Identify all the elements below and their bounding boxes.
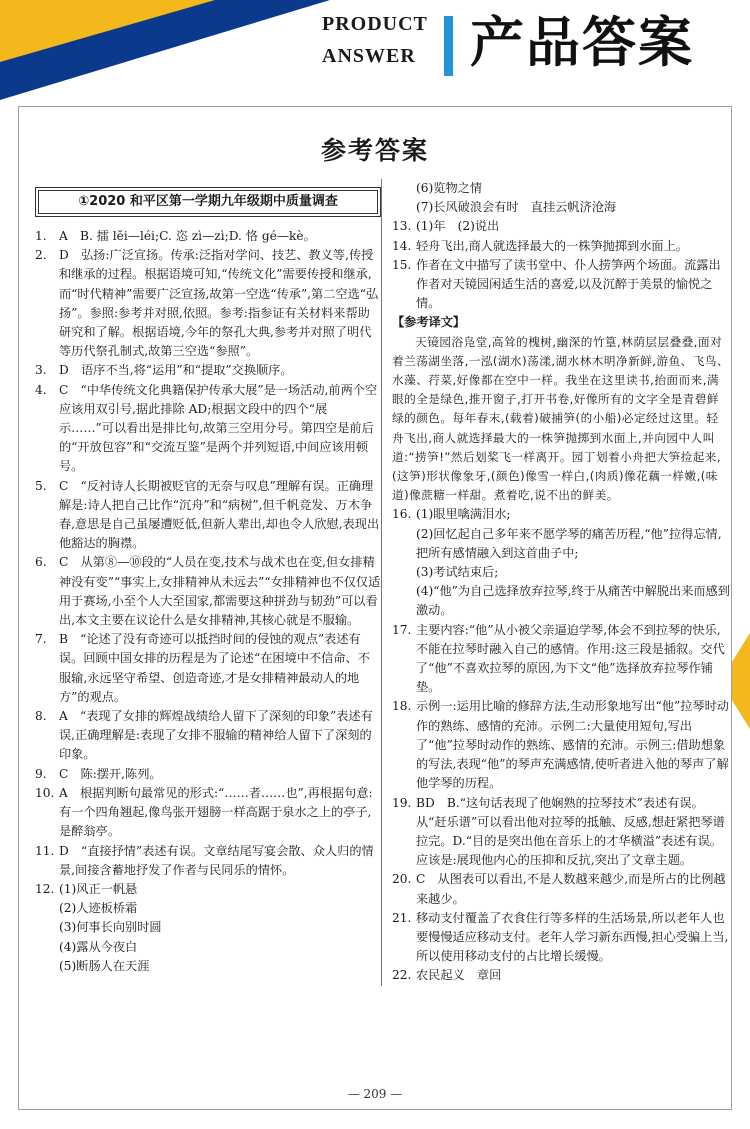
answer-text: 示例一:运用比喻的修辞方法,生动形象地写出“他”拉琴时动作的熟练、感情的充沛。示例二:大量使用短句,写出了“他”拉琴时动作的熟练、感情的充沛。示例三:借助想象的写法,表现“他”的琴声充满感情,使听者进入他的琴声了解他学琴的历程。 [416,699,729,791]
answer-text: 作者在文中描写了读书堂中、仆人捞笋两个场面。流露出作者对天镜园闲适生活的喜爱,以及沉醉于美景的愉悦之情。 [416,257,721,311]
answer-text: C 从图表可以看出,不是人数越来越少,而是所占的比例越来越少。 [416,872,726,906]
sub-answer: (6)览物之情 [416,181,483,195]
answer-text: (1)年 (2)说出 [416,219,500,234]
answer-number: 21. [392,910,412,925]
answer-text: C 陈:摆开,陈列。 [59,766,162,781]
banner-divider-bar [444,16,453,76]
answer-text: D 语序不当,将“运用”和“提取”交换顺序。 [59,363,293,378]
right-top-sub-answers [392,179,730,217]
answer-number: 12. [35,881,55,896]
right-column [381,179,730,986]
answer-number: 8. [35,709,47,724]
answer-number: 17. [392,622,412,637]
answer-item [35,381,381,477]
banner-chinese-title: 产品答案 [470,11,694,74]
answer-item [35,553,381,630]
answer-text: 轻舟飞出,商人就选择最大的一株笋抛掷到水面上。 [416,238,688,253]
answer-item [35,784,381,842]
answer-item [392,966,730,985]
answer-item [392,217,730,236]
answer-number: 18. [392,699,412,714]
answer-item [392,256,730,314]
right-answer-list-b [392,621,730,986]
answer-number: 5. [35,478,47,493]
answer-number: 14. [392,238,412,253]
answer-text: A 根据判断句最常见的形式:“……者……也”,再根据句意:有一个四角翘起,像鸟张开翅膀一样高踞于泉水之上的亭子,是醉翁亭。 [59,785,373,839]
answer-text: (1)风正一帆悬 [59,881,138,896]
sub-answer: (4)“他”为自己选择放弃拉琴,终于从痛苦中解脱出来而感到激动。 [416,584,730,618]
answer-item [392,870,730,908]
answer-number: 10. [35,785,55,800]
answer-number: 2. [35,248,47,263]
translation-label: 【参考译文】 [392,315,466,330]
answer-item [35,630,381,707]
answer-item [35,765,381,784]
sub-answer: (5)断肠人在天涯 [59,958,150,973]
banner-english-label [322,8,428,72]
answer-page [18,106,732,1110]
answer-item [35,880,381,899]
left-answer-list [35,227,381,899]
banner-yellow-shape [0,0,215,62]
answer-text: 农民起义 章回 [416,968,502,983]
answer-item [392,794,730,871]
answer-number: 16. [392,507,412,522]
answer-item [35,842,381,880]
answer-number: 20. [392,872,412,887]
translation-text: 天镜园浴凫堂,高耸的槐树,幽深的竹篁,林荫层层叠叠,面对着兰荡湖坐落,一泓(湖水)荡漾,湖水林木明净新鲜,游鱼、飞鸟、水藻、荇菜,好像都在空中一样。我坐在这里读书,抬面而来,满眼的全是绿色,推开窗子,打开书卷,好像所有的文字全是青碧鲜绿的颜色。每年春末,(载着)破捕笋(的小船)必定经过这里。轻舟飞出,商人就选择最大的一株笋抛掷到水面上,并向园中人叫道:“捞笋!”然后划桨飞一样离开。园丁划着小舟把大笋捡起来,(这笋)形状像象牙,(颜色)像雪一样白,(肉质)像花藕一样嫩,(味道)像蔗糖一样甜。煮着吃,说不出的鲜美。 [392,334,730,503]
q16-sub-answers [392,525,730,621]
page-title: 参考答案 [320,136,429,165]
answer-text: C “反衬诗人长期被贬官的无奈与叹息”理解有误。正确理解是:诗人把自己比作“沉舟”和“病树”,但千帆竞发、万木争春,意思是自己虽屡遭贬低,但新人辈出,却也令人欣慰,表现出他豁达的胸襟。 [59,478,380,551]
answer-number: 13. [392,219,412,234]
left-column [35,187,381,976]
sub-answer: (2)人迹板桥霜 [59,901,138,916]
banner-en-line2: ANSWER [322,45,416,67]
answer-text: D 弘扬:广泛宣扬。传承:泛指对学问、技艺、教义等,传授和继承的过程。根据语境可知,“传统文化”需要传授和继承,而“时代精神”需要广泛宣扬,故第一空选“传承”,第二空选“弘扬”。参照:参考并对照,依照。参考:指参证有关材料来帮助研究和了解。根据语境,今年的祭孔大典,参考并对照了明代等历代祭孔制式,故第三空选“参照”。 [59,248,379,359]
answer-number: 3. [35,363,47,378]
answer-text: C 从第⑧—⑩段的“人员在变,技术与战术也在变,但女排精神没有变”“事实上,女排精神从未远去”“女排精神也不仅仅适用于赛场,小至个人大至国家,都需要这种拼劲与韧劲”可以看出,本文主要在议论什么是女排精神,其核心就是不服输。 [59,555,381,628]
sub-answer: (3)考试结束后; [416,565,499,580]
answer-item [392,237,730,256]
answer-number: 11. [35,843,55,858]
banner-en-line1: PRODUCT [322,13,428,35]
sub-answer: (7)长风破浪会有时 直挂云帆济沧海 [416,200,617,215]
answer-text: C “中华传统文化典籍保护传承大展”是一场活动,前两个空应该用双引号,据此排除 AD;根据文段中的四个“展示……”可以看出是排比句,故第三空用分号。第四空是前后的“开放包容”和“交流互鉴”是两个并列短语,中间应该用顿号。 [59,382,378,474]
answer-number: 6. [35,555,47,570]
answer-text: BD B.“这句话表现了他娴熟的拉琴技术”表述有误。从“赶乐谱”可以看出他对拉琴的抵触、反感,想赶紧把琴谱拉完。D.“目的是突出他在音乐上的才华横溢”表述有误。应该是:展现他内心的压抑和反抗,突出了文章主题。 [416,795,725,868]
exam-title: ①2020 和平区第一学期九年级期中质量调查 [38,190,378,214]
sub-answer: (3)何事长向别时圆 [59,920,162,935]
answer-text: (1)眼里噙满泪水; [416,507,511,522]
answer-number: 7. [35,632,47,647]
header-banner [0,0,750,100]
answer-text: A B. 擂 lěi—léi;C. 恣 zì—zì;D. 恪 gé—kè。 [59,229,316,243]
answer-number: 4. [35,382,47,397]
answer-number: 19. [392,795,412,810]
left-sub-answers [35,899,381,976]
answer-item [35,246,381,361]
answer-item [35,477,381,554]
sub-answer: (2)回忆起自己多年来不愿学琴的痛苦历程,“他”拉得忘情,把所有感情融入到这首曲子中; [416,526,722,560]
answer-number: 15. [392,257,412,272]
answer-item [392,909,730,967]
sub-answer: (4)露从今夜白 [59,939,138,954]
page-number: — 209 — [347,1087,403,1101]
answer-text: B “论述了没有奇迹可以抵挡时间的侵蚀的观点”表述有误。回顾中国女排的历程是为了论述“在困境中不信命、不服输,永远坚守希望、创造奇迹,才是女排精神最动人的地方”的观点。 [59,632,370,704]
answer-item [392,697,730,793]
answer-item [35,361,381,380]
right-answer-list-a [392,217,730,313]
answer-text: 移动支付覆盖了衣食住行等多样的生活场景,所以老年人也要慢慢适应移动支付。老年人学习新东西慢,担心受骗上当,所以使用移动支付的占比增长缓慢。 [416,910,729,964]
answer-item [35,227,381,246]
answer-number: 1. [35,229,47,243]
answer-item-16 [392,505,730,524]
exam-title-box [35,187,381,217]
answer-text: A “表现了女排的辉煌战绩给人留下了深刻的印象”表述有误,正确理解是:表现了女排不服输的精神给人留下了深刻的印象。 [59,709,373,762]
answer-item [392,621,730,698]
answer-item [35,707,381,765]
answer-text: 主要内容:“他”从小被父亲逼迫学琴,体会不到拉琴的快乐,不能在拉琴时融入自己的感情。作用:这三段是插叙。交代了“他”不喜欢拉琴的原因,为下文“他”选择放弃拉琴作铺垫。 [416,622,725,695]
answer-text: D “直接抒情”表述有误。文章结尾写宴会散、众人归的情景,间接含蓄地抒发了作者与民同乐的情怀。 [59,843,374,877]
answer-number: 9. [35,766,47,781]
answer-number: 22. [392,968,412,983]
